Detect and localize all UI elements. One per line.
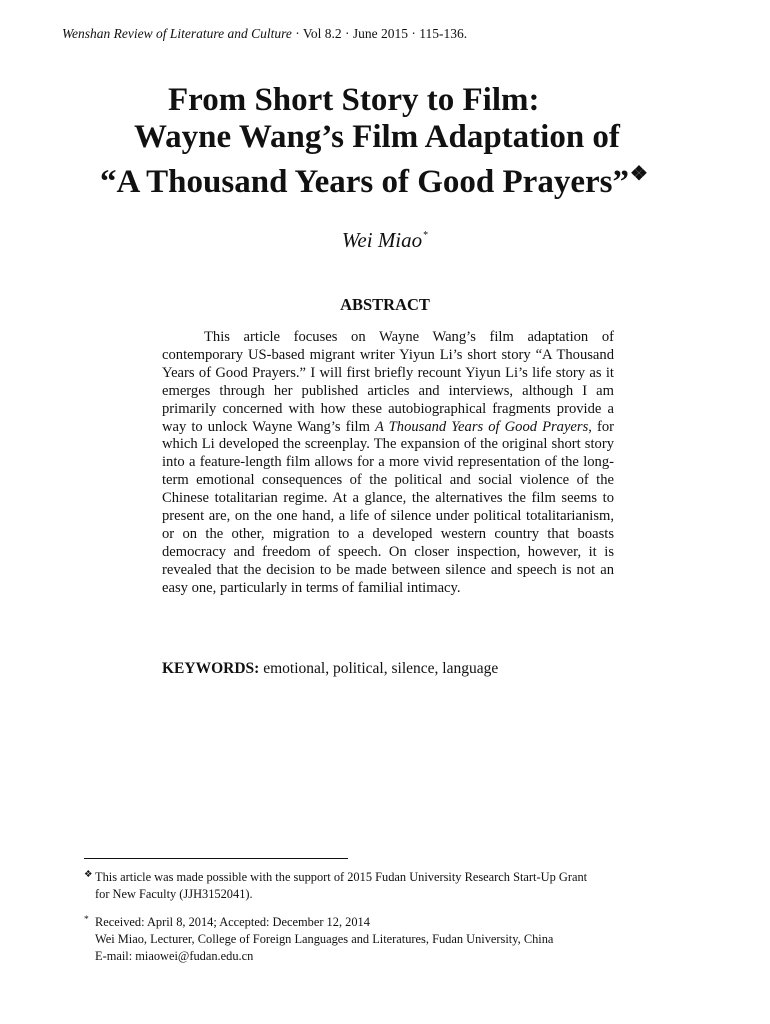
title-footnote-mark: ❖ — [629, 163, 648, 185]
issue-details: · Vol 8.2 · June 2015 · 115-136. — [295, 26, 468, 41]
footnote-author-info — [84, 914, 704, 965]
footnote-line: Received: April 8, 2014; Accepted: December 12, 2014 — [95, 915, 370, 929]
footnote-line: This article was made possible with the support of 2015 Fudan University Research Start-Up Grant — [95, 870, 588, 884]
abstract-film-title: A Thousand Years of Good Prayers — [374, 418, 589, 435]
title-line-3 — [100, 156, 648, 201]
footnotes — [84, 869, 704, 965]
author-footnote-mark: * — [423, 230, 429, 241]
abstract-heading: ABSTRACT — [340, 295, 430, 314]
footnote-funding — [84, 869, 704, 903]
footnote-line: for New Faculty (JJH3152041). — [95, 887, 253, 901]
footnote-line: Wei Miao, Lecturer, College of Foreign Languages and Literatures, Fudan University, China — [95, 932, 554, 946]
footnote-mark: ❖ — [84, 870, 93, 880]
keywords-label: KEYWORDS: — [162, 660, 260, 677]
author-byline — [0, 228, 770, 253]
keywords — [162, 660, 614, 678]
footnote-email: E-mail: miaowei@fudan.edu.cn — [95, 949, 254, 963]
keywords-values: emotional, political, silence, language — [263, 660, 499, 677]
author-name: Wei Miao — [341, 228, 423, 252]
abstract-text-part-1: This article focuses on Wayne Wang’s film adaptation of contemporary US-based migrant writer Yiyun Li’s short story “A Thousand Years of Good Prayers.” I will first briefly recount Yiyun Li’s life story as it emerges through her published articles and interviews, although I am primarily concerned with how these autobiographical fragments provide a way to unlock Wayne Wang’s film — [162, 329, 614, 435]
footnote-mark: * — [84, 915, 89, 925]
abstract-text-part-2: , for which Li developed the screenplay. The expansion of the original short story into a feature-length film allows for a more vivid representation of the long-term emotional consequences of the political and social violence of the Chinese totalitarian regime. At a glance, the alternatives the film seems to present are, on the one hand, a life of silence under political totalitarianism, or on the other, migration to a developed western country that boasts democracy and freedom of speech. On closer inspection, however, it is revealed that the decision to be made between silence and speech is not an easy one, particularly in terms of familial intimacy. — [162, 418, 614, 596]
title-line-3-text: “A Thousand Years of Good Prayers” — [100, 164, 629, 200]
abstract-text — [162, 329, 614, 598]
title-line-2: Wayne Wang’s Film Adaptation of — [134, 119, 620, 155]
journal-name: Wenshan Review of Literature and Culture — [62, 26, 292, 41]
footnote-divider — [84, 858, 348, 859]
title-line-1: From Short Story to Film: — [168, 82, 540, 118]
running-head — [62, 26, 467, 42]
